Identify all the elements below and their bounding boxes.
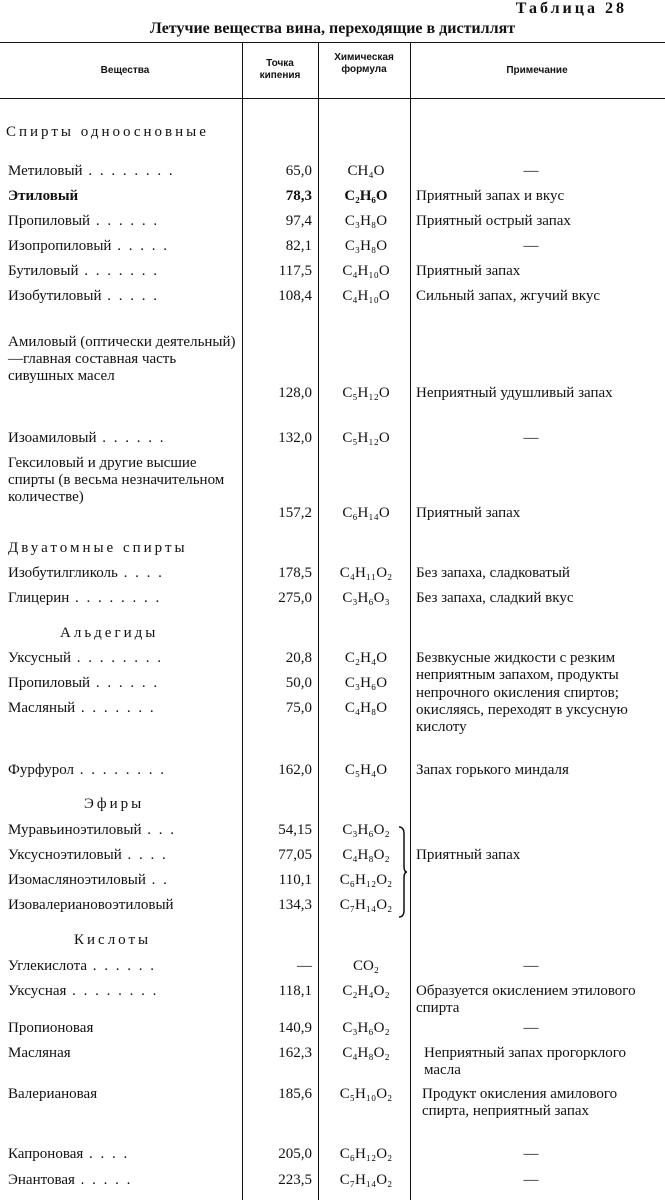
row-note: Неприятный запах прогорклого масла [424,1045,627,1078]
esters-brace [398,826,408,918]
table-title: Летучие вещества вина, переходящие в дистиллят [149,20,516,37]
row-note: — [523,1146,539,1162]
row-bp: 162,0 [278,762,312,778]
row-formula: C₂H₆O [344,188,388,204]
row-name: Пропиловый . . . . . . [8,213,160,229]
row-name: Муравьиноэтиловый . . . [8,822,176,838]
row-name: Пропиловый . . . . . . [8,675,160,691]
row-note: — [523,1172,539,1188]
row-name: Изоамиловый . . . . . . [8,430,166,446]
row-note: Неприятный удушливый запах [416,385,613,401]
row-bp: 110,1 [278,872,312,888]
row-name: Этиловый [8,188,79,204]
header-top-rule [0,42,665,43]
row-formula: C₅H₄O [344,762,388,778]
section-esters: Эфиры [84,796,145,812]
row-name: Бутиловый . . . . . . . [8,263,159,279]
row-note: Продукт окисления амилового спирта, неприятный запах [422,1086,618,1119]
row-formula: C₃H₆O₃ [342,590,390,606]
section-acids: Кислоты [74,932,152,948]
row-bp: 75,0 [285,700,312,716]
row-bp: 205,0 [278,1146,312,1162]
row-name: Пропионовая [8,1020,94,1036]
row-bp: — [297,958,312,974]
row-note: Приятный запах [416,263,521,279]
column-divider-1 [242,42,243,1200]
row-formula: C₃H₆O [344,675,388,691]
row-formula: C₄H₈O₂ [342,1045,390,1061]
row-bp: 50,0 [285,675,312,691]
row-formula: C₃H₈O [344,213,388,229]
row-bp: 140,9 [278,1020,312,1036]
row-formula: C₂H₄O₂ [342,983,390,999]
row-note: — [523,238,539,254]
row-bp: 78,3 [285,188,312,204]
row-note: Приятный запах [416,505,521,521]
row-formula: C₃H₈O [344,238,388,254]
row-formula: C₅H₁₂O [342,385,390,401]
header-note: Примечание [506,65,568,76]
section-alcohols-mono: Спирты одноосновные [6,124,209,140]
column-divider-2 [318,42,319,1200]
row-formula: C₄H₈O [344,700,388,716]
row-note: — [523,163,539,179]
row-bp: 134,3 [278,897,312,913]
row-note: — [523,1020,539,1036]
row-name: Гексиловый и другие высшие спирты (в весьма незначительном количестве) [8,455,225,505]
row-name: Углекислота . . . . . . [8,958,156,974]
row-bp: 128,0 [278,385,312,401]
row-note: Образуется окислением этилового спирта [416,983,636,1016]
row-bp: 117,5 [278,263,312,279]
row-name: Капроновая . . . . [8,1146,130,1162]
row-formula: C₂H₄O [344,650,388,666]
row-name: Энантовая . . . . . [8,1172,133,1188]
section-aldehydes: Альдегиды [60,625,159,641]
row-note: Приятный острый запах [416,213,571,229]
row-formula: C₃H₆O₂ [342,822,390,838]
row-bp: 82,1 [285,238,312,254]
row-bp: 275,0 [278,590,312,606]
row-bp: 108,4 [278,288,312,304]
row-name: Уксусный . . . . . . . . [8,650,163,666]
row-name: Валериановая [8,1086,98,1102]
row-note: — [523,430,539,446]
row-formula: CH₄O [347,163,385,179]
row-bp: 132,0 [278,430,312,446]
row-bp: 118,1 [278,983,312,999]
row-formula: C₅H₁₀O₂ [339,1086,393,1102]
row-formula: C₄H₈O₂ [342,847,390,863]
row-name: Масляный . . . . . . . [8,700,156,716]
row-name: Изомасляноэтиловый . . [8,872,169,888]
row-note: Без запаха, сладковатый [416,565,570,581]
row-name: Глицерин . . . . . . . . [8,590,162,606]
column-divider-3 [410,42,411,1200]
row-bp: 20,8 [285,650,312,666]
row-formula: CO₂ [352,958,380,974]
row-note: Запах горького миндаля [416,762,569,778]
row-bp: 162,3 [278,1045,312,1061]
row-formula: C₃H₆O₂ [342,1020,390,1036]
header-formula: Химическая формула [334,52,394,75]
table-number: Таблица 28 [515,0,627,17]
row-formula: C₅H₁₂O [342,430,390,446]
section-alcohols-di: Двуатомные спирты [8,540,188,556]
row-bp: 97,4 [285,213,312,229]
row-name: Фурфурол . . . . . . . . [8,762,166,778]
row-formula: C₄H₁₀O [342,288,390,304]
row-formula: C₄H₁₁O₂ [339,565,393,581]
row-name: Изобутиловый . . . . . [8,288,159,304]
header-boiling-point: Точка кипения [259,58,301,81]
row-formula: C₆H₁₂O₂ [339,1146,393,1162]
header-substance: Вещества [100,65,150,76]
row-name: Метиловый . . . . . . . . [8,163,175,179]
row-bp: 223,5 [278,1172,312,1188]
row-name: Уксусная . . . . . . . . [8,983,159,999]
row-bp: 65,0 [285,163,312,179]
row-note: Приятный запах и вкус [416,188,565,204]
row-formula: C₄H₁₀O [342,263,390,279]
esters-group-note: Приятный запах [416,847,521,863]
row-formula: C₇H₁₄O₂ [339,1172,393,1188]
row-formula: C₇H₁₄O₂ [339,897,393,913]
row-note: Сильный запах, жгучий вкус [416,288,600,304]
row-note: — [523,958,539,974]
row-name: Масляная [8,1045,71,1061]
row-formula: C₆H₁₂O₂ [339,872,393,888]
aldehydes-group-note: Безвкусные жидкости с резким неприятным запахом, продукты непрочного окисления спиртов; окисляясь, переходят в уксусную кислоту [416,650,628,736]
row-name: Изовалериановоэтиловый [8,897,174,913]
row-bp: 77,05 [278,847,312,863]
row-name: Изопропиловый . . . . . [8,238,169,254]
row-formula: C₆H₁₄O [342,505,390,521]
row-bp: 54,15 [278,822,312,838]
header-bottom-rule [0,98,665,99]
row-note: Без запаха, сладкий вкус [416,590,574,606]
row-name: Изобутилгликоль . . . . [8,565,164,581]
row-bp: 185,6 [278,1086,312,1102]
row-name: Амиловый (оптически деятельный)—главная составная часть сивушных масел [8,334,236,384]
row-bp: 178,5 [278,565,312,581]
row-name: Уксусноэтиловый . . . . [8,847,168,863]
row-bp: 157,2 [278,505,312,521]
